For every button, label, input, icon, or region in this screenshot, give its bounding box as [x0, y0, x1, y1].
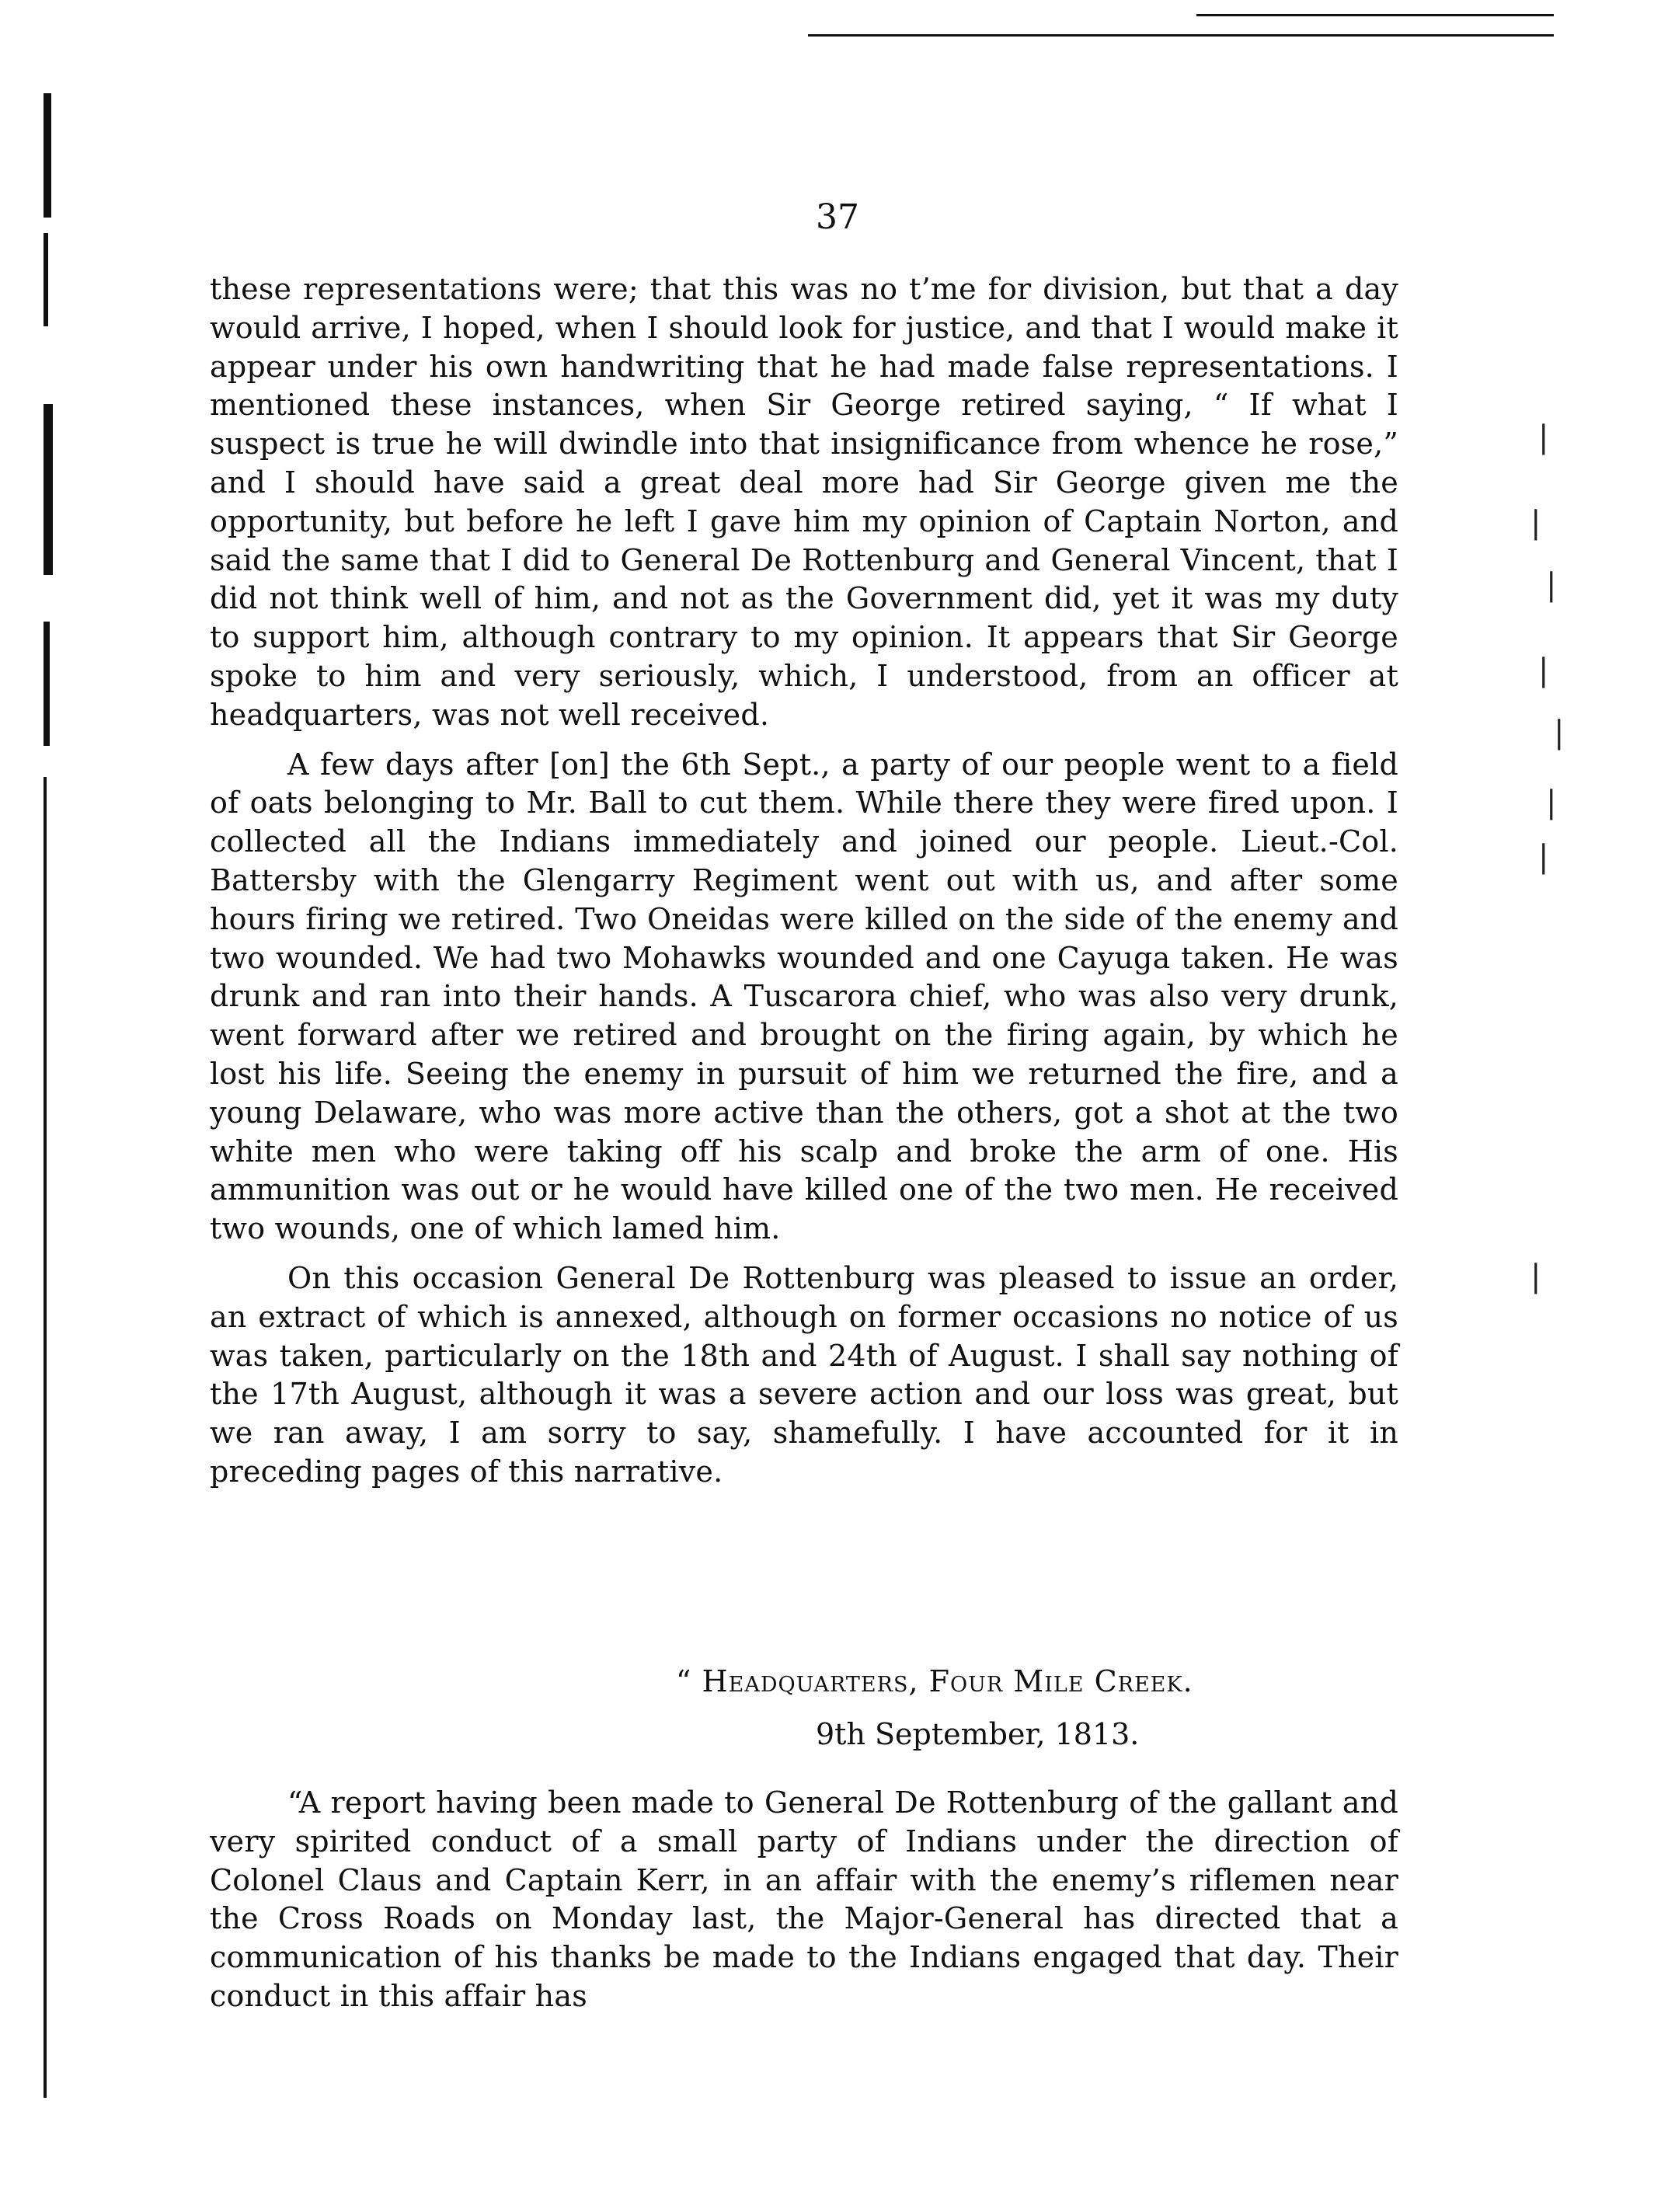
top-rule-long	[808, 34, 1554, 37]
page-binding-edge	[44, 78, 56, 2160]
binding-edge-mark	[44, 233, 48, 326]
margin-bleed-through: | | | | | | | |	[1530, 420, 1565, 1294]
letter-place: “ Headquarters, Four Mile Creek.	[676, 1664, 1193, 1698]
paragraph: On this occasion General De Rottenburg was pleased to issue an order, an extract of which is annexed, although on former occasions no notice of us was taken, particularly on the 18th and 24th of August. I shall say nothing of the 17th August, although it was a severe action and our loss was great, but we ran away, I am sorry to say, shamefully. I have accounted for it in preceding pages of this narrative.	[210, 1260, 1398, 1489]
page-number: 37	[816, 197, 859, 237]
paragraph: “A report having been made to General De Rottenburg of the gallant and very spirited conduct of a small party of Indians under the direction of Colonel Claus and Captain Kerr, in an affair with the enemy’s riflemen near the Cross Roads on Monday last, the Major-General has directed that a communication of his thanks be made to the Indians engaged that day. Their conduct in this affair has	[210, 1785, 1398, 2013]
letter-body	[210, 1784, 1398, 2016]
body-text	[210, 270, 1398, 1492]
binding-edge-mark	[44, 777, 47, 2098]
paragraph: these representations were; that this was no t’me for division, but that a day would arrive, I hoped, when I should look for justice, and that I would make it appear under his own handwriting that he had made false representations. I mentioned these instances, when Sir George retired saying, “ If what I suspect is true he will dwindle into that insignificance from whence he rose,” and I should have said a great deal more had Sir George given me the opportunity, but before he left I gave him my opinion of Captain Norton, and said the same that I did to General De Rottenburg and General Vincent, that I did not think well of him, and not as the Government did, yet it was my duty to support him, although contrary to my opinion. It appears that Sir George spoke to him and very seriously, which, I understood, from an officer at headquarters, was not well received.	[210, 272, 1398, 732]
paragraph: A few days after [on] the 6th Sept., a party of our people went to a field of oats belonging to Mr. Ball to cut them. While there they were fired upon. I collected all the Indians immediately and joined our people. Lieut.-Col. Battersby with the Glengarry Regiment went out with us, and after some hours firing we retired. Two Oneidas were killed on the side of the enemy and two wounded. We had two Mohawks wounded and one Cayuga taken. He was drunk and ran into their hands. A Tuscarora chief, who was also very drunk, went forward after we retired and brought on the firing again, by which he lost his life. Seeing the enemy in pursuit of him we returned the fire, and a young Delaware, who was more active than the others, got a shot at the two white men who were taking off his scalp and broke the arm of one. His ammunition was out or he would have killed one of the two men. He received two wounds, one of which lamed him.	[210, 747, 1398, 1246]
letter-date: 9th September, 1813.	[816, 1717, 1140, 1751]
top-rule-short	[1196, 14, 1554, 16]
binding-edge-mark	[44, 622, 50, 746]
binding-edge-mark	[44, 404, 53, 575]
